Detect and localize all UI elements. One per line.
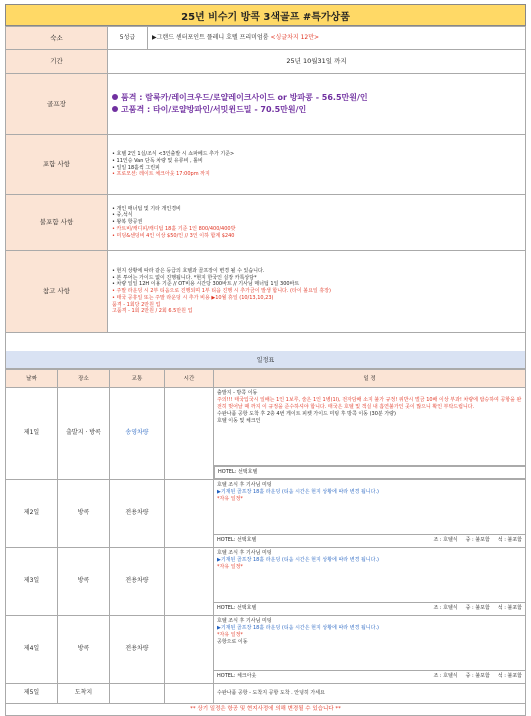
schedule-line: 출발지 - 방콕 이동: [217, 389, 258, 396]
bullet-icon: [112, 106, 118, 112]
itinerary-header-row: [6, 369, 526, 387]
excludes-label: 불포함 사항: [6, 195, 108, 251]
day-label: 제5일: [6, 683, 58, 703]
schedule-line: 호텔 조식 후 기사님 미팅: [217, 549, 272, 556]
itinerary-day-3: [6, 547, 526, 602]
schedule-golf: ▶기재된 골프장 18홀 라운딩 (티옵 시간은 현지 상황에 따라 변경 됩니다.): [217, 556, 380, 563]
day-hotel: HOTEL: 선택호텔: [217, 605, 257, 611]
exclude-item: • 왕복 항공권: [112, 219, 143, 226]
day-hotel-cell: [214, 466, 526, 479]
include-item-promo: • 프로모션: 레이트 체크아웃 17:00pm 까지: [112, 171, 210, 178]
exclude-item: • 개인 매너팁 및 기타 개인경비: [112, 205, 181, 212]
col-time: 시간: [165, 369, 214, 387]
day-hotel-cell: [214, 602, 526, 615]
day-hotel: HOTEL: 선택호텔: [218, 468, 258, 475]
day-meals: 조 : 호텔식 중 : 불포함 석 : 불포함: [433, 673, 522, 679]
note-item-surcharge: 품격 - 1회당 2만원 업: [112, 301, 161, 308]
info-table: [5, 26, 526, 351]
period-label: 기간: [6, 50, 108, 74]
note-item: • 차량 일일 12H 이용 기준 // OT비용 시간당 300바트 // 기사님 매너팁 1일 300바트: [112, 281, 300, 288]
notes-cell: [108, 251, 526, 333]
itinerary-day-1: [6, 387, 526, 465]
excludes-cell: [108, 195, 526, 251]
schedule-warning: 주의!!! 태국입국시 일배는 1인 1보루, 술은 1인 1병(1l), 전자담배 소지 불가 규정! 위반시 벌금 10배 이상 부과! 차량에 탑승하여 공항을 완전히 벗어날 때 까지 이 규정을 준수하셔야 합니다. 태국은 호텔 및 객실 내 흡연불가인 곳이 많으니 확인 부탁드립니다.: [217, 396, 522, 410]
day-transport: 전용차량: [110, 479, 165, 547]
schedule-golf: ▶기재된 골프장 18홀 라운딩 (티옵 시간은 현지 상황에 따라 변경 됩니다.): [217, 488, 380, 495]
include-item: • 11인승 Van 단독 차량 및 유류비 , 톨비: [112, 157, 203, 164]
day-time: [165, 615, 214, 683]
itinerary-day-2: [6, 479, 526, 534]
day-label: 제3일: [6, 547, 58, 615]
schedule-line: 수완나품 공항 - 도착지 공항 도착 . 안녕히 가세요: [217, 689, 325, 696]
lodging-label: 숙소: [6, 27, 108, 50]
itinerary-day-5: [6, 683, 526, 703]
include-item: • 호텔 2인 1실/조식 <3인출발 시 쇼파베드 추가 기준>: [112, 151, 235, 157]
col-place: 장소: [58, 369, 110, 387]
notes-label: 참고 사항: [6, 251, 108, 333]
lodging-grade: 5성급: [108, 27, 148, 50]
spacer-cell: [6, 333, 526, 351]
includes-label: 포함 사항: [6, 135, 108, 195]
day-time: [165, 683, 214, 703]
note-item-holiday: • 태국 공휴일 또는 주말 라운딩 시 추가 비용 ▶10월 휴일 (10/13,10,23): [112, 294, 274, 301]
period-value: 25년 10월31일 까지: [108, 50, 526, 74]
itinerary-day-4: [6, 615, 526, 670]
day-schedule: [214, 547, 526, 602]
golf-line-1: 품격 : 람룩카/레이크우드/로얄레이크사이드 or 방파콩 - 56.5만원/인: [112, 92, 521, 104]
golf-line-2: 고품격 : 타이/로얄방파인/서밋윈드밀 - 70.5만원/인: [112, 104, 521, 116]
schedule-golf: ▶기재된 골프장 18홀 라운딩 (티옵 시간은 현지 상황에 따라 변경 됩니다.): [217, 624, 380, 631]
day-time: [165, 479, 214, 547]
include-item: • 일일 18홀씩 그린피: [112, 164, 160, 171]
day-time: [165, 387, 214, 479]
exclude-item-cost: • 미딩&센딩비 4인 이상 $50/인 // 3인 이하 합계 $240: [112, 232, 235, 239]
excludes-row: [6, 195, 526, 251]
schedule-line: 호텔 조식 후 기사님 미팅: [217, 481, 272, 488]
day-place: 방콕: [58, 547, 110, 615]
itinerary-table: [5, 369, 526, 704]
spacer-row: [6, 333, 526, 351]
lodging-row: [6, 27, 526, 50]
col-date: 날짜: [6, 369, 58, 387]
day-time: [165, 547, 214, 615]
exclude-item-cost: • 카트비/캐디피/캐디팁 18홀 기준 1인 800/400/400밧: [112, 225, 236, 232]
schedule-line: 수완나품 공항 도착 후 2층 4번 게이트 피켓 가이드 미팅 후 방콕 이동 (30분 가량): [217, 410, 396, 417]
day-place: 도착지: [58, 683, 110, 703]
lodging-note: <싱글차지 12만>: [270, 33, 320, 41]
day-label: 제4일: [6, 615, 58, 683]
day-schedule: [214, 479, 526, 534]
lodging-hotel: ▶그랜드 센터포인트 플레니 호텔 프리미엄룸: [152, 33, 269, 41]
col-transport: 교통: [110, 369, 165, 387]
day-label: 제2일: [6, 479, 58, 547]
day-hotel: HOTEL: 체크아웃: [217, 673, 257, 679]
day-meals: 조 : 호텔식 중 : 불포함 석 : 불포함: [433, 537, 522, 543]
day-hotel-cell: [214, 670, 526, 683]
day-schedule: [214, 387, 526, 465]
schedule-line: 호텔 조식 후 기사님 미팅: [217, 617, 272, 624]
day-meals: 조 : 호텔식 중 : 불포함 석 : 불포함: [433, 605, 522, 611]
note-item: • 본 투어는 가이드 없이 진행됩니다. *현지 한국인 실장 카톡상담*: [112, 274, 257, 281]
notes-row: [6, 251, 526, 333]
day-schedule: [214, 683, 526, 703]
itinerary-footer: ** 상기 일정은 항공 및 현지사정에 의해 변경될 수 있습니다 **: [5, 704, 526, 716]
day-hotel: HOTEL: 선택호텔: [217, 537, 257, 543]
col-schedule: 일 정: [214, 369, 526, 387]
day-transport: 송영차량: [110, 387, 165, 479]
exclude-item: • 중,석식: [112, 212, 133, 219]
period-row: [6, 50, 526, 74]
schedule-free: *자유 일정*: [217, 563, 243, 570]
note-item-surcharge: 고품격 - 1회 2만원 / 2회 6.5만원 업: [112, 308, 193, 315]
schedule-line: 공항으로 이동: [217, 638, 248, 645]
day-transport: [110, 683, 165, 703]
schedule-free: *자유 일정*: [217, 495, 243, 502]
note-item: • 현지 상황에 따라 같은 등급의 호텔과 골프장이 변경 될 수 있습니다.: [112, 267, 265, 274]
page-title: 25년 비수기 방콕 3색골프 #특가상품: [5, 4, 526, 26]
day-place: 출발지 · 방콕: [58, 387, 110, 479]
day-label: 제1일: [6, 387, 58, 479]
tour-document: [5, 4, 526, 716]
schedule-line: 호텔 이동 및 체크인: [217, 417, 261, 424]
day-place: 방콕: [58, 615, 110, 683]
lodging-hotel-cell: [148, 27, 526, 50]
schedule-free: *자유 일정*: [217, 631, 243, 638]
includes-cell: [108, 135, 526, 195]
day-transport: 전용차량: [110, 615, 165, 683]
day-place: 방콕: [58, 479, 110, 547]
day-transport: 전용차량: [110, 547, 165, 615]
golf-row: [6, 74, 526, 135]
day-hotel-cell: [214, 534, 526, 547]
golf-label: 골프장: [6, 74, 108, 135]
golf-cell: [108, 74, 526, 135]
note-item-weekend: • 주말 라운딩 시 2부 티옵으로 진행되며 1부 티옵 진행 시 추가금이 발생 합니다. (타이 볼요일 휴장): [112, 288, 331, 295]
itinerary-heading: 일정표: [5, 351, 526, 369]
includes-row: [6, 135, 526, 195]
day-schedule: [214, 615, 526, 670]
bullet-icon: [112, 94, 118, 100]
